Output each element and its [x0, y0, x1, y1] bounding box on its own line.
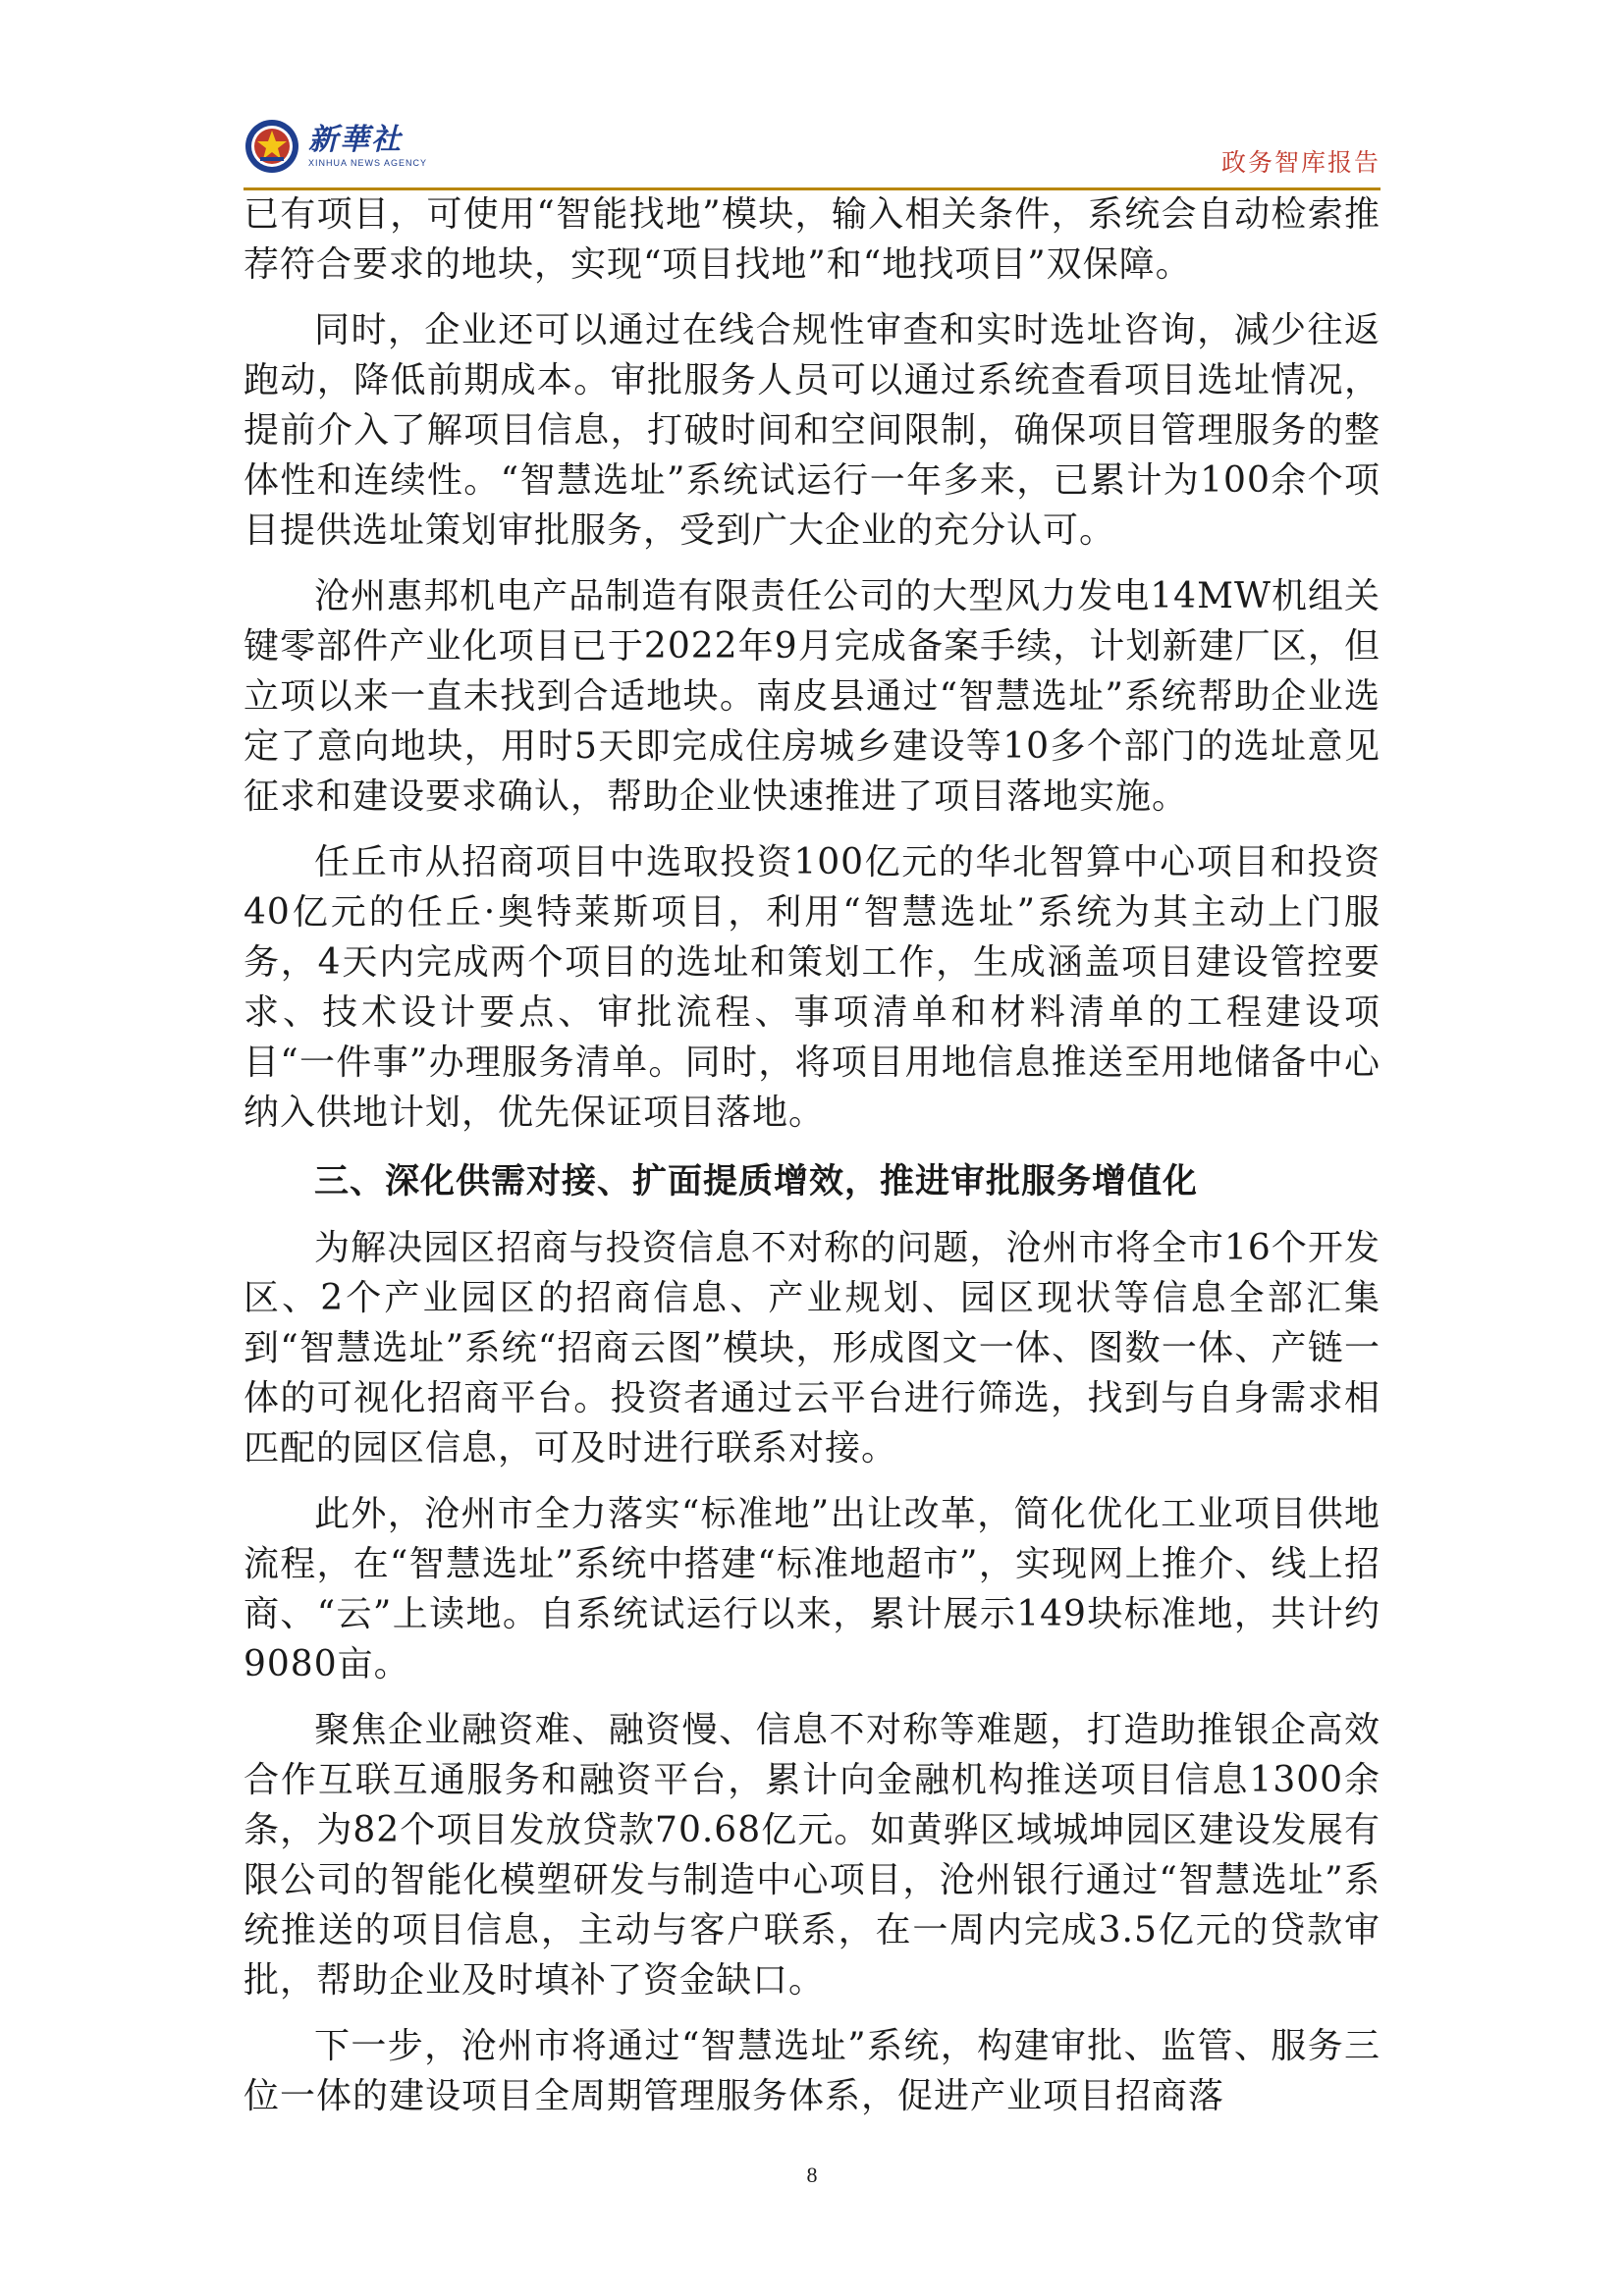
page-body	[244, 189, 1380, 2121]
section-heading: 三、深化供需对接、扩面提质增效，推进审批服务增值化	[314, 1162, 1199, 1201]
xinhua-emblem-icon	[244, 118, 300, 175]
paragraph: 为解决园区招商与投资信息不对称的问题，沧州市将全市16个开发区、2个产业园区的招商信息、产业规划、园区现状等信息全部汇集到“智慧选址”系统“招商云图”模块，形成图文一体、图数一体、产链一体的可视化招商平台。投资者通过云平台进行筛选，找到与自身需求相匹配的园区信息，可及时进行联系对接。	[244, 1228, 1380, 1468]
report-series-title: 政务智库报告	[1220, 148, 1380, 177]
page-header	[244, 116, 1380, 185]
paragraph: 沧州惠邦机电产品制造有限责任公司的大型风力发电14MW机组关键零部件产业化项目已于2022年9月完成备案手续，计划新建厂区，但立项以来一直未找到合适地块。南皮县通过“智慧选址”系统帮助企业选定了意向地块，用时5天即完成住房城乡建设等10多个部门的选址意见征求和建设要求确认，帮助企业快速推进了项目落地实施。	[244, 576, 1380, 817]
xinhua-logo	[244, 116, 427, 177]
paragraph: 此外，沧州市全力落实“标准地”出让改革，简化优化工业项目供地流程，在“智慧选址”系统中搭建“标准地超市”，实现网上推介、线上招商、“云”上读地。自系统试运行以来，累计展示149块标准地，共计约9080亩。	[244, 1494, 1380, 1684]
logo-english-text: XINHUA NEWS AGENCY	[308, 158, 428, 168]
paragraph: 下一步，沧州市将通过“智慧选址”系统，构建审批、监管、服务三位一体的建设项目全周期管理服务体系，促进产业项目招商落	[244, 2026, 1380, 2116]
paragraph: 聚焦企业融资难、融资慢、信息不对称等难题，打造助推银企高效合作互联互通服务和融资平台，累计向金融机构推送项目信息1300余条，为82个项目发放贷款70.68亿元。如黄骅区域城坤园区建设发展有限公司的智能化模塑研发与制造中心项目，沧州银行通过“智慧选址”系统推送的项目信息，主动与客户联系，在一周内完成3.5亿元的贷款审批，帮助企业及时填补了资金缺口。	[244, 1710, 1380, 2001]
paragraph: 同时，企业还可以通过在线合规性审查和实时选址咨询，减少往返跑动，降低前期成本。审批服务人员可以通过系统查看项目选址情况，提前介入了解项目信息，打破时间和空间限制，确保项目管理服务的整体性和连续性。“智慧选址”系统试运行一年多来，已累计为100余个项目提供选址策划审批服务，受到广大企业的充分认可。	[244, 310, 1380, 551]
paragraph-continued: 已有项目，可使用“智能找地”模块，输入相关条件，系统会自动检索推荐符合要求的地块，实现“项目找地”和“地找项目”双保障。	[244, 194, 1380, 285]
page-number: 8	[806, 2163, 818, 2187]
logo-chinese-text: 新華社	[308, 123, 403, 157]
paragraph: 任丘市从招商项目中选取投资100亿元的华北智算中心项目和投资40亿元的任丘·奥特莱斯项目，利用“智慧选址”系统为其主动上门服务，4天内完成两个项目的选址和策划工作，生成涵盖项目建设管控要求、技术设计要点、审批流程、事项清单和材料清单的工程建设项目“一件事”办理服务清单。同时，将项目用地信息推送至用地储备中心纳入供地计划，优先保证项目落地。	[244, 842, 1380, 1133]
